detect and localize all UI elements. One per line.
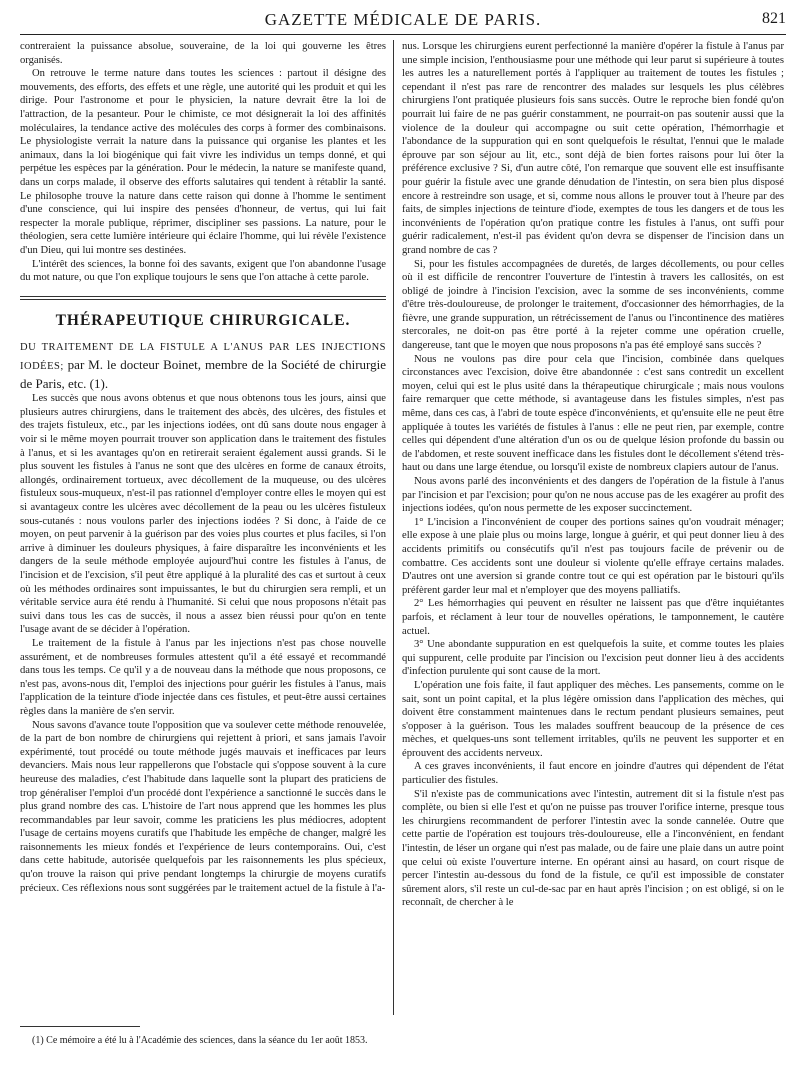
- paragraph: Les succès que nous avons obtenus et que nous obtenons tous les jours, ainsi que plusieurs autres chirurgiens, dans le traitement des abcès, des ulcères, des fistules et des trajets fistuleux, etc., par les injections iodées, ont dû sans doute nous engager à voir si le même moyen pourrait trouver son application dans le traitement des fistules à l'anus, et si les avantages qu'on en retirerait seraient également aussi grands. Si le plus souvent les fistules à l'anus ne sont que des ulcères en forme de canaux étroits, allongés, ordinairement tortueux, avec décollement de la muqueuse, ou des ulcères fistuleux sous-muqueux, n'est-il pas rationnel d'employer contre elles le moyen qui est si avantageux contre les ulcères avec décollement de la peau ou les ulcères fistuleux sous-cutanés : nous voulons parler des injections iodées ? Si donc, à l'aide de ce moyen, on peut parvenir à la guérison par des voies plus courtes et plus faciles, si l'on arrive à diminuer les douleurs physiques, à faire disparaître les inconvénients et les dangers de la seule méthode employée aujourd'hui contre les fistules à l'anus, de l'incision et de l'excision, s'il peut être appliqué à la pluralité des cas et surtout à ceux où les méthodes ordinaires sont impuissantes, le but du chirurgien sera rempli, et un véritable service aura été rendu à l'humanité. Si celui que nous proposons n'était pas suivi dans tous les cas de succès, il nous a assez bien réussi pour qu'on en tente l'usage avant de se décider à l'opération.: [20, 393, 386, 636]
- paragraph: A ces graves inconvénients, il faut encore en joindre d'autres qui dépendent de l'état particulier des fistules.: [402, 761, 784, 787]
- article-title-caps: DU TRAITEMENT DE LA FISTULE A L'ANUS PAR LES INJECTIONS IODÉES;: [20, 342, 386, 373]
- footnote: [20, 1034, 386, 1047]
- article-title: [20, 337, 386, 392]
- left-column: [20, 40, 386, 895]
- paragraph: S'il n'existe pas de communications avec l'intestin, autrement dit si la fistule n'est pas complète, ou bien si elle l'est et qu'on ne puisse pas trouver l'orifice interne, presque tous les chirurgiens recommandent de perforer l'intestin avec la sonde cannelée. Outre que cette partie de l'opération est toujours très-douloureuse, elle a l'inconvénient, en fendant l'intestin, de léser un organe qui n'est pas malade, ou de faire une plaie dans un autre point que celui où existe l'ouverture interne. En opérant ainsi au hasard, on court risque de percer l'intestin au-dessous du fond de la fistule, ce qu'il est impossible de constater sûrement alors, s'il reste un cul-de-sac par en haut après l'incision ; on est obligé, si on le reconnaît, de chercher à le: [402, 788, 784, 909]
- section-title: THÉRAPEUTIQUE CHIRURGICALE.: [55, 311, 351, 329]
- section-rule: [20, 299, 386, 300]
- paragraph: L'opération une fois faite, il faut appliquer des mèches. Les pansements, comme on le sait, sont un point capital, et la plus légère omission dans l'application des mèches, qui doivent être constamment maintenues dans le rectum pendant plusieurs semaines, peut s'opposer à la guérison. Tous les malades souffrent beaucoup de la présence de ces mèches, et quelques-uns sont tellement irritables, qu'ils ne peuvent les supporter et en éprouvent des accidents nerveux.: [402, 679, 784, 759]
- paragraph: Nous avons parlé des inconvénients et des dangers de l'opération de la fistule à l'anus par l'incision et par l'excision; pour qu'on ne nous accuse pas de les exagérer au profit des injections iodées, qu'on nous permette de les exposer succinctement.: [402, 476, 784, 515]
- article-title-rest: par M. le docteur Boinet, membre de la Société de chirurgie de Paris, etc. (1).: [20, 357, 386, 392]
- section-rule: [20, 296, 386, 297]
- paragraph: nus. Lorsque les chirurgiens eurent perfectionné la manière d'opérer la fistule à l'anus par une simple incision, l'enthousiasme pour une méthode qui leur parut si supérieure à toutes les autres les a naturellement portés à l'appliquer au traitement de toutes les fistules ; cependant il n'est pas rare de rencontrer des malades sur lesquels les plus célèbres chirurgiens l'ont pratiquée plusieurs fois sans succès. Outre le reproche bien fondé qu'on pourrait lui faire de ne pas guérir constamment, ne pourrait-on pas soutenir aussi que la violence de la douleur qui accompagne ou suit cette opération, l'hémorrhagie et l'abondance de la suppuration qui en sont quelquefois le résultat, l'ennui que le malade éprouve par son séjour au lit, etc., sont déjà de bien fortes raisons pour lui ôter la préférence exclusive ? Si, d'un autre côté, l'on remarque que souvent elle est insuffisante pour guérir la fistule avec une grande dénudation de l'intestin, on sera bien plus disposé encore à restreindre son usage, et si, comme nous allons le prouver tout à l'heure par des faits, de simples injections de teinture d'iode, exemptes de tous les dangers et de tous les inconvénients de l'opération qu'on pratique contre les fistules à l'anus, ont suffi pour guérir radicalement, n'est-il pas évident qu'on devra se dispenser de l'incision dans un grand nombre de cas ?: [402, 41, 784, 256]
- footnote-text: (1) Ce mémoire a été lu à l'Académie des sciences, dans la séance du 1er août 1853.: [32, 1035, 368, 1046]
- paragraph: On retrouve le terme nature dans toutes les sciences : partout il désigne des mouvements, des efforts, des effets et une règle, une autorité qui les produit et qui les dirige. Pour l'astronome et pour le physicien, la nature devrait être la loi de l'attraction, de la pesanteur. Pour le chimiste, ce mot désignerait la loi des affinités moléculaires, la tendance active des molécules des corps à former des combinaisons. Le physiologiste verrait la nature dans la puissance qui organise les plantes et les animaux, dans la loi biogénique qui fait vivre les individus un temps donné, et qui perpétue les espèces par la génération. Pour le médecin, la nature se manifeste quand, dans un corps malade, il observe des efforts salutaires qui tendent à rétablir la santé. Le philosophe trouve la nature dans cette raison qui donne à l'homme le sentiment d'une conscience, qui lui inspire des pensées d'honneur, de vertus, qui lui fait respecter la morale publique, réprimer, discipliner ses passions. La nature, pour le théologien, sera cette lumière intérieure qui éclaire l'homme, qui lui révèle l'existence d'un Dieu, qui lui montre ses destinées.: [20, 68, 386, 256]
- column-divider: [393, 40, 394, 1015]
- footnote-rule: [20, 1026, 140, 1027]
- paragraph: Si, pour les fistules accompagnées de duretés, de larges décollements, ou pour celles où il est difficile de rencontrer l'ouverture de l'intestin à travers les callosités, on est obligé de joindre à l'incision l'excision, avec la somme de ses inconvénients, comme d'être très-douloureuse, de prolonger le traitement, d'occasionner des hémorrhagies, de la fièvre, une grande suppuration, un rétrécissement de l'anus ou l'incontinence des matières stercorales, ne doit-on pas être porté à la rejeter comme une opération cruelle, dangereuse, tant que le moyen que nous proposons n'a pas été employé sans succès ?: [402, 258, 784, 352]
- paragraph: Nous savons d'avance toute l'opposition que va soulever cette méthode renouvelée, de la part de bon nombre de chirurgiens qui rejettent à priori, et sans jamais l'avoir expérimenté, tout procédé ou toute méthode jugés mauvais et inefficaces par leurs devanciers. Mais nous leur rappellerons que l'obstacle qui s'oppose souvent à la cure heureuse des maladies, c'est l'habitude dans laquelle sont la plupart des praticiens de trop généraliser l'emploi d'un procédé dont l'expérience a sanctionné le succès dans le plus grand nombre des cas. L'histoire de l'art nous apprend que les hommes les plus recommandables par leur savoir, comme les praticiens les plus médiocres, adoptent l'usage de certains moyens curatifs que l'habitude les empêche de changer, malgré les raisonnements les mieux fondés et l'expérience de leurs contemporains. Oui, c'est dans cette habitude, autorisée quelquefois par les raisonnements les plus spécieux, qu'on trouve la raison qui prive pendant longtemps la chirurgie de moyens curatifs précieux. Ces réflexions nous sont suggérées par le traitement actuel de la fistule à l'a-: [20, 719, 386, 894]
- paragraph: Nous ne voulons pas dire pour cela que l'incision, combinée dans quelques circonstances avec l'excision, doive être abandonnée : c'est sans contredit un excellent moyen, celui qui est le plus usité dans la thérapeutique chirurgicale ; mais nous voulons faire remarquer que cette méthode, si avantageuse dans les fistules simples, n'est pas même, dans ces cas, à l'abri de toute espèce d'inconvénients, et qu'ensuite elle ne peut être appliquée à toutes les variétés de fistules à l'anus : elle ne peut rien, par exemple, contre celles qui dépendent d'une altération d'un os ou de quelque lésion profonde du bassin ou de l'abdomen, et reste souvent inefficace dans les fistules dont le décollement s'étend très-haut ou dans une large étendue, ou lorsqu'il existe de nombreux clapiers autour de l'anus.: [402, 353, 784, 474]
- right-column: [402, 40, 784, 910]
- paragraph: 3° Une abondante suppuration en est quelquefois la suite, et comme toutes les plaies qui suppurent, celle produite par l'incision ou l'excision peut donner lieu à des accidents d'infection purulente qui sont cause de la mort.: [402, 639, 784, 678]
- paragraph: 2° Les hémorrhagies qui peuvent en résulter ne laissent pas que d'être inquiétantes parfois, et réclament à leur tour de nouvelles opérations, le tamponnement, le cautère actuel.: [402, 598, 784, 637]
- paragraph: Le traitement de la fistule à l'anus par les injections n'est pas chose nouvelle assurément, et de nombreuses formules attestent qu'il a été essayé et recommandé dans tous les temps. Ce qu'il y a de nouveau dans la méthode que nous proposons, ce n'est pas, avons-nous dit, l'emploi des injections pour guérir les fistules à l'anus, mais l'application de la teinture d'iode injectée dans ces fistules, et peut-être aussi certaines règles dans la manière de s'en servir.: [20, 637, 386, 717]
- page-header: [20, 8, 786, 35]
- paragraph: L'intérêt des sciences, la bonne foi des savants, exigent que l'on abandonne l'usage du mot nature, ou que l'on explique toujours le sens que l'on attache à cette parole.: [20, 258, 386, 284]
- paragraph: contreraient la puissance absolue, souveraine, de la loi qui gouverne les êtres organisés.: [20, 41, 386, 66]
- page-number: 821: [762, 10, 786, 27]
- journal-title: GAZETTE MÉDICALE DE PARIS.: [264, 10, 542, 29]
- paragraph: 1° L'incision a l'inconvénient de couper des portions saines qu'on voudrait ménager; elle expose à une plaie plus ou moins large, longue à guérir, et qui peut donner lieu à des accidents primitifs ou consécutifs qu'il n'est pas toujours facile de prévenir ou de combattre. Ces accidents sont une douleur si violente qu'elle effraye certains malades. D'autres ont une aversion si grande contre tout ce qui est opération par le bistouri qu'ils préfèrent garder leur mal et n'employer que des moyens palliatifs.: [402, 516, 784, 596]
